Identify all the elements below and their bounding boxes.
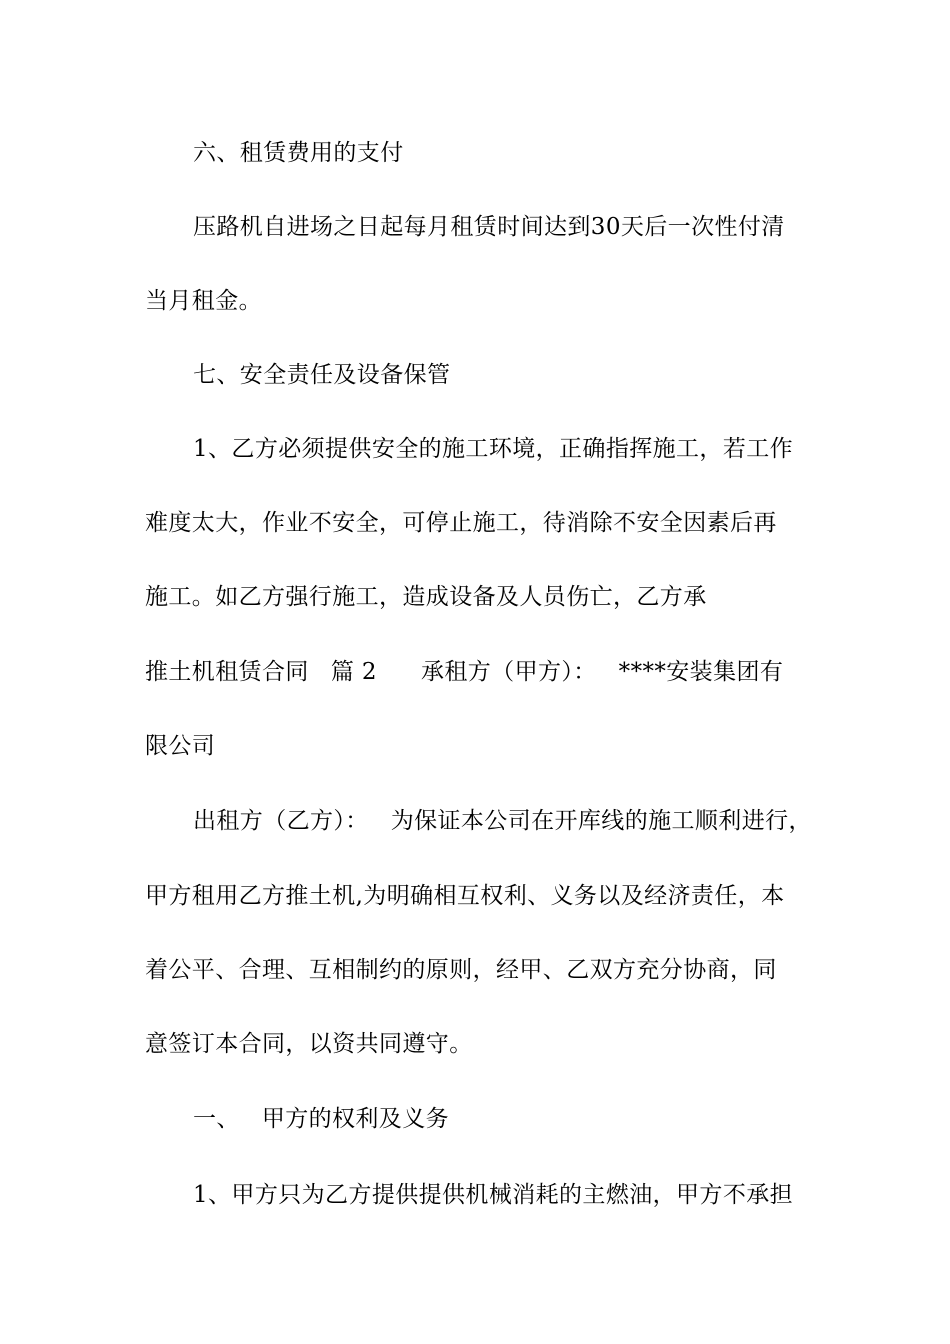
section-title: 甲方的权利及义务 xyxy=(261,1106,450,1132)
paragraph-line: 难度太大，作业不安全，可停止施工，待消除不安全因素后再 xyxy=(145,510,777,536)
contract-title-line xyxy=(145,657,815,687)
lessee-label: 承租方（甲方）： xyxy=(420,659,597,685)
section-number: 一、 xyxy=(193,1106,240,1132)
section-heading-rights xyxy=(193,1104,815,1134)
lessor-line xyxy=(193,806,815,836)
lessor-label: 出租方（乙方）： xyxy=(193,808,369,834)
paragraph-line: 1、乙方必须提供安全的施工环境，正确指挥施工，若工作 xyxy=(193,436,794,462)
paragraph-line: 当月租金。 xyxy=(145,288,262,314)
paragraph-line: 1、甲方只为乙方提供提供机械消耗的主燃油，甲方不承担 xyxy=(193,1182,794,1208)
section-heading-safety: 七、安全责任及设备保管 xyxy=(193,362,451,388)
paragraph-line: 着公平、合理、互相制约的原则，经甲、乙双方充分协商，同 xyxy=(145,957,777,983)
paragraph-line: 施工。如乙方强行施工，造成设备及人员伤亡，乙方承 xyxy=(145,584,707,610)
paragraph-line: 意签订本合同，以资共同遵守。 xyxy=(145,1031,473,1057)
lessee-company: ****安装集团有 xyxy=(618,659,784,685)
section-heading-payment: 六、租赁费用的支付 xyxy=(193,140,404,166)
contract-part: 篇 2 xyxy=(330,659,377,685)
paragraph-line: 限公司 xyxy=(145,733,216,759)
paragraph-line: 压路机自进场之日起每月租赁时间达到30天后一次性付清 xyxy=(193,214,785,240)
lessor-text: 为保证本公司在开库线的施工顺利进行， xyxy=(390,808,812,834)
paragraph-line: 甲方租用乙方推土机,为明确相互权利、义务以及经济责任，本 xyxy=(145,883,785,909)
contract-title: 推土机租赁合同 xyxy=(145,659,309,685)
